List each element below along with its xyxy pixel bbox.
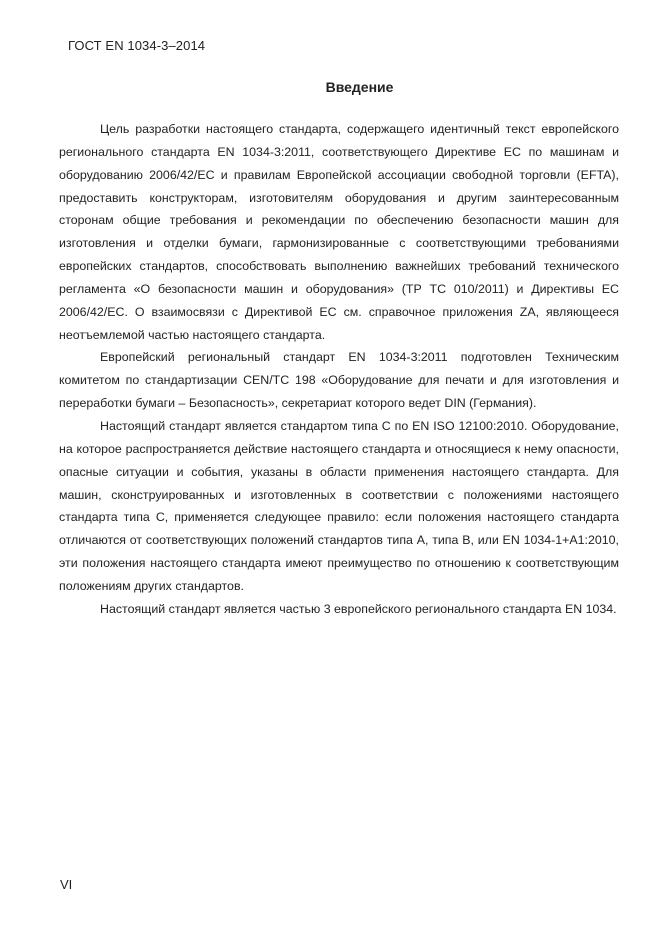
paragraph: Настоящий стандарт является стандартом типа С по EN ISO 12100:2010. Оборудование, на которое распространяется действие настоящего стандарта и относящиеся к нему опасности, опасные ситуации и события, указаны в области применения настоящего стандарта. Для машин, сконструированных и изготовленных в соответствии с положениями настоящего стандарта типа С, применяется следующее правило: если положения настоящего стандарта отличаются от соответствующих положений стандартов типа А, типа В, или EN 1034-1+А1:2010, эти положения настоящего стандарта имеют преимущество по отношению к соответствующим положениям других стандартов. <box>59 418 619 593</box>
page-number: VI <box>60 877 73 892</box>
section-body <box>59 118 619 621</box>
document-code: ГОСТ EN 1034-3–2014 <box>68 38 206 53</box>
paragraph: Настоящий стандарт является частью 3 европейского регионального стандарта EN 1034. <box>100 601 617 616</box>
paragraph: Цель разработки настоящего стандарта, содержащего идентичный текст европейского регионального стандарта EN 1034-3:2011, соответствующего Директиве ЕС по машинам и оборудованию 2006/42/ЕС и правилам Европейской ассоциации свободной торговли (EFTA), предоставить конструкторам, изготовителям оборудования и другим заинтересованным сторонам общие требования и рекомендации по обеспечению безопасности машин для изготовления и отделки бумаги, гармонизированные с соответствующими требованиями европейских стандартов, способствовать выполнению важнейших требований технического регламента «О безопасности машин и оборудования» (ТР ТС 010/2011) и Директивы ЕС 2006/42/ЕС. О взаимосвязи с Директивой ЕС см. справочное приложения ZA, являющееся неотъемлемой частью настоящего стандарта. <box>59 122 619 342</box>
section-title: Введение <box>325 79 394 95</box>
paragraph: Европейский региональный стандарт EN 1034-3:2011 подготовлен Техническим комитетом по стандартизации CEN/TC 198 «Оборудование для печати и для изготовления и переработки бумаги – Безопасность», секретариат которого ведет DIN (Германия). <box>59 350 619 411</box>
